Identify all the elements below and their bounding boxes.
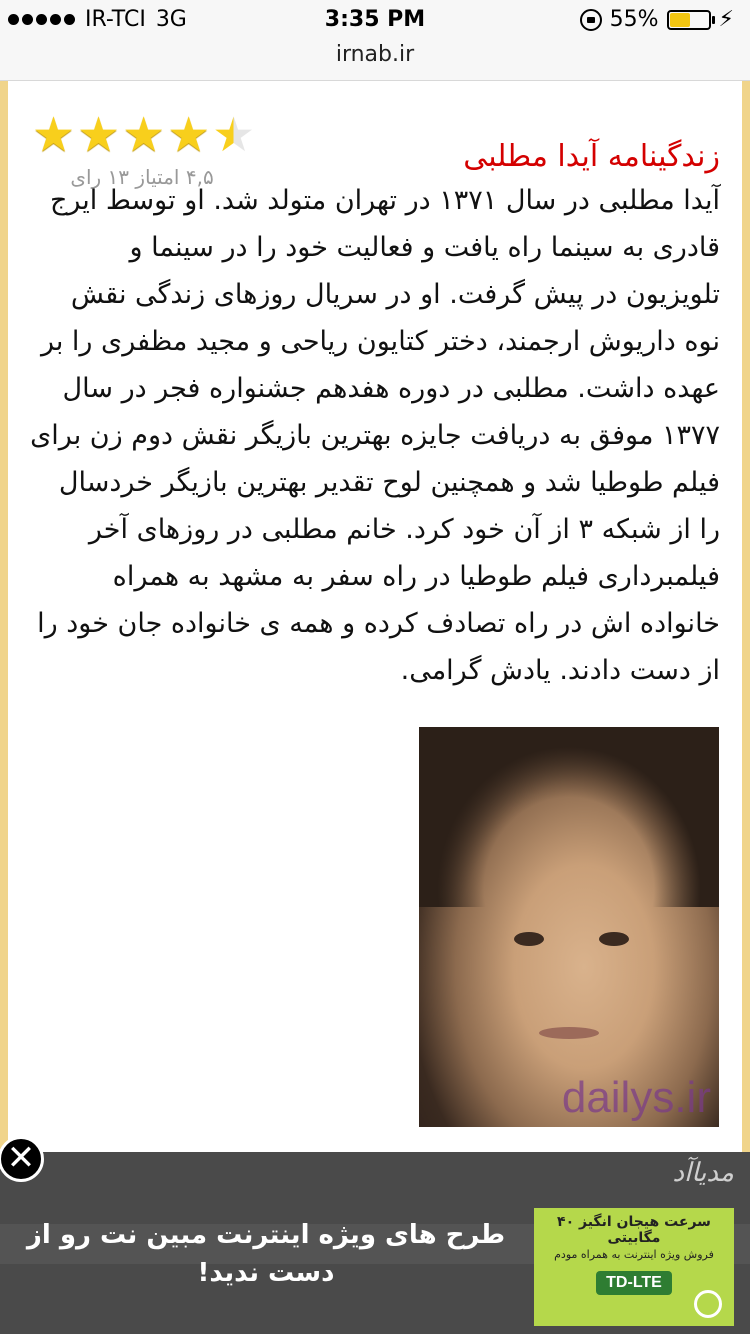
status-right [580,7,734,32]
rating-stars[interactable] [32,107,272,163]
battery-fill [670,13,690,27]
star-filled-icon[interactable]: ★ [167,107,211,163]
page-content [0,81,750,1334]
star-filled-icon[interactable]: ★ [32,107,76,163]
clock: 3:35 PM [324,7,426,32]
charging-icon: ⚡ [718,7,734,32]
star-filled-icon[interactable]: ★ [77,107,121,163]
rating-summary: ۴,۵ امتیاز ۱۳ رای [70,165,214,189]
article-title: زندگینامه آیدا مطلبی [463,139,720,175]
orientation-lock-icon [580,9,602,31]
article-photo [419,727,719,1127]
ad-circle-icon [694,1290,722,1318]
battery-percent: 55% [609,7,659,32]
ad-text[interactable]: طرح های ویژه اینترنت مبین نت رو از دست ندید! [26,1220,506,1288]
frame-border-right [742,81,750,1334]
ad-banner[interactable] [0,1138,750,1334]
star-half-icon[interactable]: ★ [212,107,256,163]
ad-image-subline: فروش ویژه اینترنت به همراه مودم [554,1248,714,1261]
photo-hair [419,727,719,907]
ad-image[interactable] [534,1208,734,1326]
photo-eye-right [599,932,629,946]
url-bar[interactable] [0,40,750,81]
battery-icon [667,10,711,30]
ad-image-headline: سرعت هیجان انگیز ۴۰ مگابیتی [557,1214,711,1246]
battery-tip [712,16,715,24]
photo-eye-left [514,932,544,946]
close-icon[interactable]: ✕ [0,1136,44,1182]
status-bar [0,0,750,40]
network-type: 3G [155,7,187,32]
carrier-name: IR-TCI [85,7,146,32]
photo-mouth [539,1027,599,1039]
ad-image-badge: TD-LTE [596,1271,672,1295]
url-text[interactable]: irnab.ir [335,42,415,67]
article-body: آیدا مطلبی در سال ۱۳۷۱ در تهران متولد شد. او توسط ایرج قادری به سینما راه یافت و فعالیت خود را در سینما و تلویزیون در پیش گرفت. او در سریال روزهای زندگی نقش نوه داریوش ارجمند، دختر کتایون ریاحی و مجید مظفری را بر عهده داشت. مطلبی در دوره هفدهم جشنواره فجر در سال ۱۳۷۷ موفق به دریافت جایزه بهترین بازیگر نقش دوم زن برای فیلم طوطیا شد و همچنین لوح تقدیر بهترین بازیگر خردسال را از شبکه ۳ از آن خود کرد. خانم مطلبی در روزهای آخر فیلمبرداری فیلم طوطیا در راه سفر به مشهد به همراه خانواده اش در راه تصادف کرده و همه ی خانواده جان خود را از دست دادند. یادش گرامی. [30,185,720,686]
star-filled-icon[interactable]: ★ [122,107,166,163]
photo-watermark: dailys.ir [561,1073,711,1122]
ad-brand-logo: مدیاآد [672,1158,734,1188]
